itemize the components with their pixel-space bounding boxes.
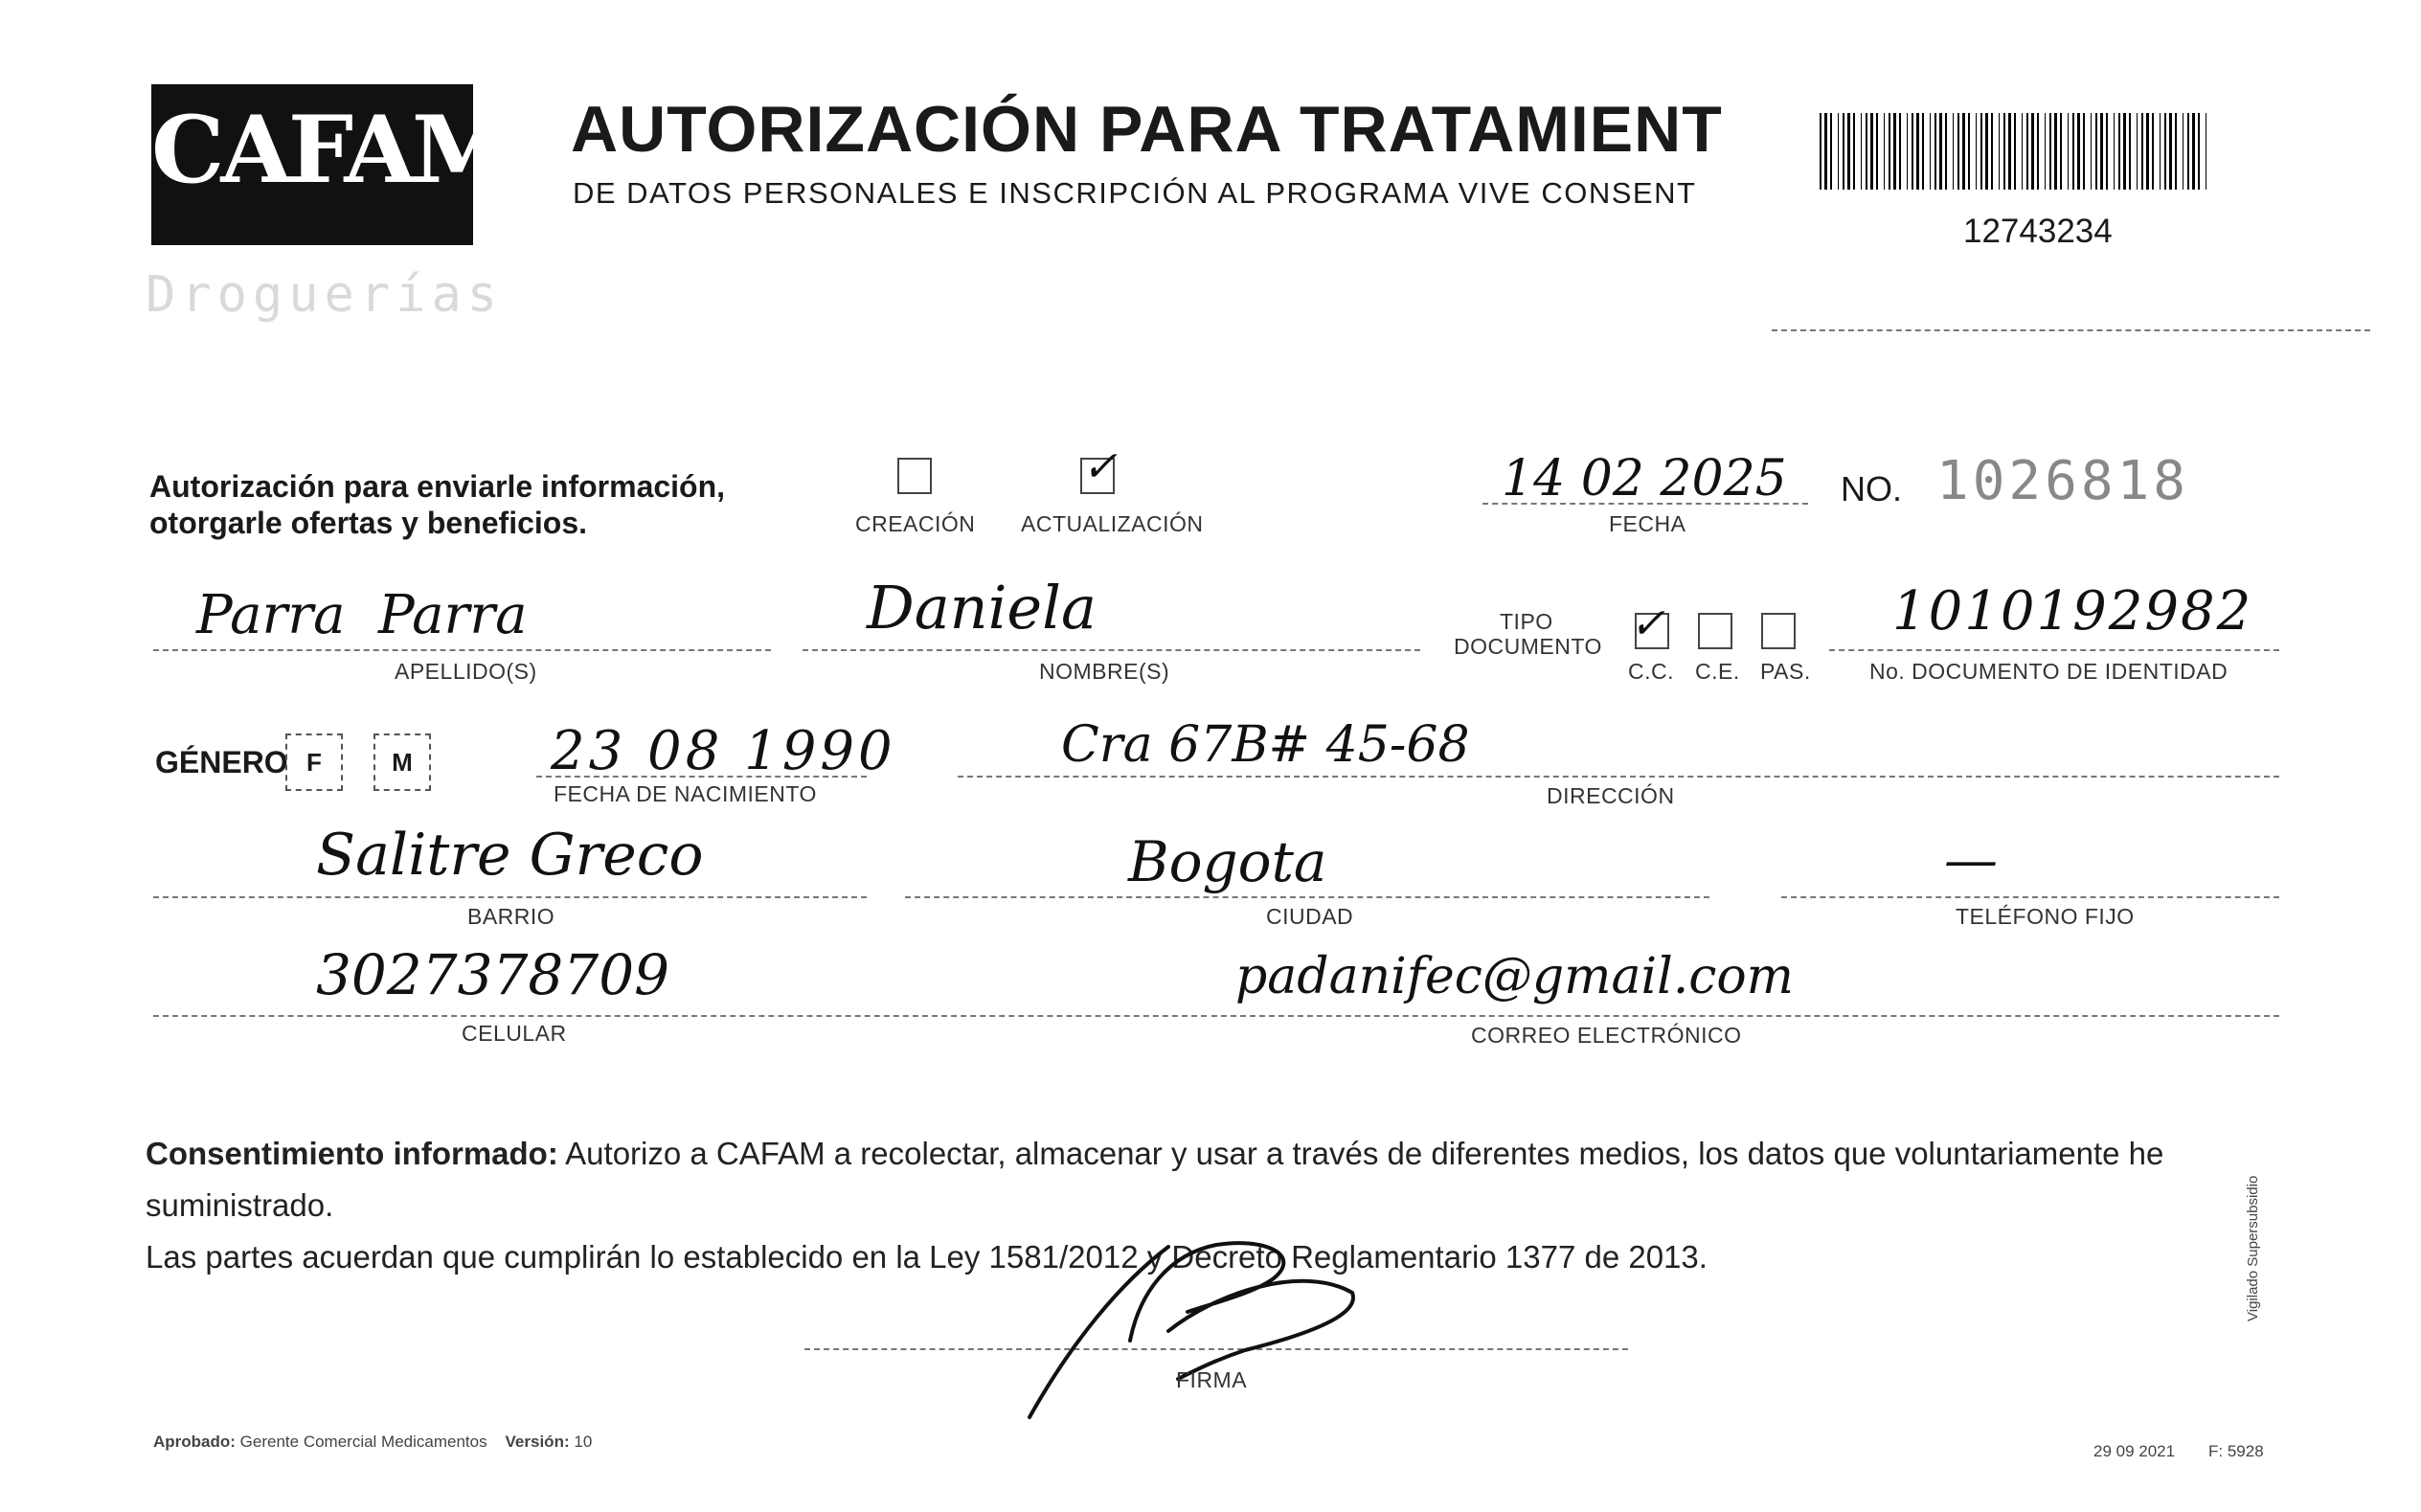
celular-label: CELULAR — [462, 1021, 567, 1046]
tipo-label-2: DOCUMENTO — [1454, 634, 1602, 659]
barrio-line — [153, 896, 867, 898]
nombres-value[interactable]: Daniela — [867, 573, 1097, 643]
aprobado-value: Gerente Comercial Medicamentos — [239, 1433, 487, 1451]
logo-subtitle: Droguerías — [146, 266, 504, 324]
consent-text-1: Autorizo a CAFAM a recolectar, almacenar y usar a través de diferentes medios, los datos que voluntariamente he suministrado. — [146, 1136, 2164, 1223]
telefono-line — [1781, 896, 2279, 898]
fecha-line — [1482, 503, 1808, 505]
intro-line-2: otorgarle ofertas y beneficios. — [149, 506, 588, 540]
barrio-label: BARRIO — [467, 904, 555, 929]
creacion-checkbox[interactable] — [897, 458, 932, 494]
documento-label: No. DOCUMENTO DE IDENTIDAD — [1869, 659, 2229, 684]
intro-line-1: Autorización para enviarle información, — [149, 469, 726, 504]
nacimiento-value[interactable]: 23 08 1990 — [551, 720, 896, 782]
telefono-label: TELÉFONO FIJO — [1956, 904, 2135, 929]
no-label: NO. — [1841, 469, 1903, 508]
documento-line — [1829, 649, 2279, 651]
form-title: AUTORIZACIÓN PARA TRATAMIENT — [571, 93, 1723, 166]
firma-label: FIRMA — [1176, 1367, 1248, 1392]
documento-value[interactable]: 1010192982 — [1892, 580, 2253, 643]
logo: CAFAM — [151, 96, 510, 204]
apellido-2-value[interactable]: Parra — [378, 584, 528, 646]
correo-line — [1211, 1015, 2279, 1017]
footer-approval — [153, 1433, 592, 1452]
actualizacion-label: ACTUALIZACIÓN — [1021, 511, 1204, 536]
form-number: 1026818 — [1936, 450, 2190, 512]
cc-check-mark: ✓ — [1630, 599, 1665, 648]
version-label: Versión: — [505, 1433, 570, 1451]
barrio-value[interactable]: Salitre Greco — [316, 822, 704, 889]
genero-label: GÉNERO — [155, 745, 288, 779]
barcode-number: 12743234 — [1963, 213, 2113, 250]
ciudad-label: CIUDAD — [1266, 904, 1354, 929]
pas-checkbox[interactable] — [1761, 613, 1796, 649]
apellidos-line — [153, 649, 771, 651]
ce-label: C.E. — [1695, 659, 1740, 684]
apellidos-label: APELLIDO(S) — [395, 659, 537, 684]
genero-f-box[interactable]: F — [285, 733, 343, 791]
nacimiento-label: FECHA DE NACIMIENTO — [554, 781, 817, 806]
genero-m-box[interactable]: M — [373, 733, 431, 791]
direccion-value[interactable]: Cra 67B# 45-68 — [1061, 716, 1470, 774]
ciudad-value[interactable]: Bogota — [1128, 829, 1327, 894]
signature-image — [1015, 1226, 1379, 1427]
nombres-line — [803, 649, 1420, 651]
celular-line — [153, 1015, 1207, 1017]
celular-value[interactable]: 3027378709 — [316, 942, 670, 1007]
actualizacion-check-mark: ✓ — [1082, 442, 1118, 491]
pas-label: PAS. — [1760, 659, 1811, 684]
aprobado-label: Aprobado: — [153, 1433, 236, 1451]
consent-bold: Consentimiento informado: — [146, 1136, 558, 1171]
cc-label: C.C. — [1628, 659, 1674, 684]
fecha-value[interactable]: 14 02 2025 — [1502, 450, 1787, 508]
footer-date: 29 09 2021 — [2093, 1442, 2176, 1460]
nacimiento-line — [536, 776, 867, 778]
header-rule — [1772, 329, 2370, 331]
correo-value[interactable]: padanifec@gmail.com — [1235, 948, 1794, 1005]
vigilado-text: Vigilado Supersubsidio — [2245, 1175, 2261, 1321]
ciudad-line — [905, 896, 1709, 898]
footer-code: F: 5928 — [2208, 1442, 2264, 1460]
creacion-label: CREACIÓN — [855, 511, 976, 536]
tipo-label-1: TIPO — [1500, 609, 1553, 634]
apellido-1-value[interactable]: Parra — [196, 584, 346, 646]
telefono-value[interactable]: — — [1944, 829, 1998, 891]
barcode — [1820, 113, 2210, 190]
version-value: 10 — [574, 1433, 593, 1451]
correo-label: CORREO ELECTRÓNICO — [1471, 1023, 1742, 1048]
ce-checkbox[interactable] — [1698, 613, 1732, 649]
form-subtitle: DE DATOS PERSONALES E INSCRIPCIÓN AL PROGRAMA VIVE CONSENT — [573, 176, 1697, 210]
direccion-label: DIRECCIÓN — [1547, 783, 1675, 808]
direccion-line — [958, 776, 2279, 778]
fecha-label: FECHA — [1609, 511, 1686, 536]
nombres-label: NOMBRE(S) — [1039, 659, 1170, 684]
consent-text-2: Las partes acuerdan que cumplirán lo establecido en la Ley 1581/2012 y Decreto Reglamentario 1377 de 2013. — [146, 1239, 1708, 1275]
